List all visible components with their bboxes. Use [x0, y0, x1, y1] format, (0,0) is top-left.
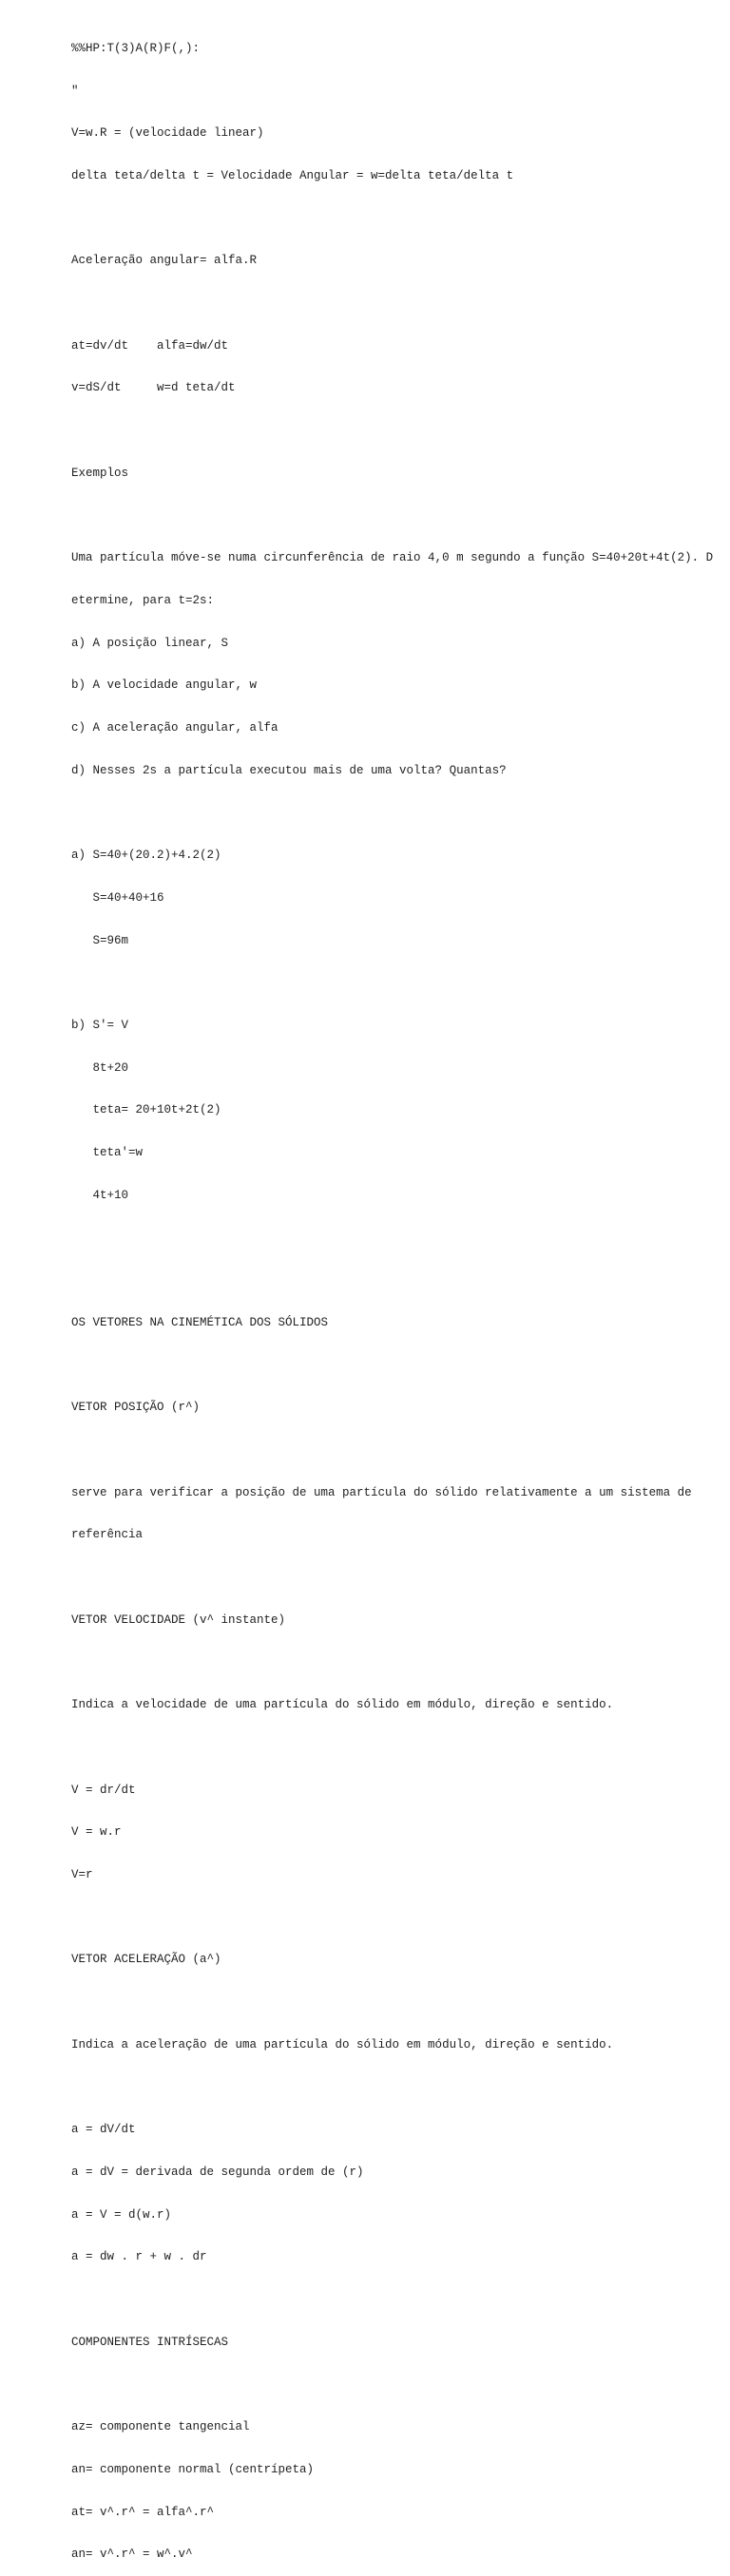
- blank-line: [71, 1656, 718, 1670]
- doc-line: V = w.r: [71, 1825, 122, 1840]
- doc-line: v=dS/dt w=d teta/dt: [71, 381, 236, 395]
- doc-line: Indica a aceleração de uma partícula do sólido em módulo, direção e sentido.: [71, 2037, 614, 2051]
- blank-line: [71, 1273, 718, 1288]
- doc-line: at=dv/dt alfa=dw/dt: [71, 338, 229, 353]
- blank-line: [71, 806, 718, 820]
- blank-line: [71, 2377, 718, 2392]
- section-heading: VETOR VELOCIDADE (v^ instante): [71, 1612, 286, 1627]
- doc-line: S=96m: [71, 933, 129, 947]
- doc-line: a = dw . r + w . dr: [71, 2250, 207, 2264]
- blank-line: [71, 509, 718, 524]
- doc-line: a) S=40+(20.2)+4.2(2): [71, 849, 221, 863]
- doc-line: teta= 20+10t+2t(2): [71, 1103, 221, 1117]
- doc-line: teta'=w: [71, 1146, 144, 1160]
- doc-line: an= v^.r^ = w^.v^: [71, 2547, 193, 2562]
- blank-line: [71, 296, 718, 311]
- blank-line: [71, 1995, 718, 2010]
- doc-line: referência: [71, 1528, 144, 1542]
- blank-line: [71, 1231, 718, 1246]
- blank-line: [71, 2081, 718, 2095]
- doc-line: a = dV/dt: [71, 2123, 136, 2137]
- doc-line: serve para verificar a posição de uma partícula do sólido relativamente a um sistema de: [71, 1485, 692, 1499]
- blank-line: [71, 1911, 718, 1925]
- doc-line: Aceleração angular= alfa.R: [71, 254, 258, 268]
- doc-line: Indica a velocidade de uma partícula do sólido em módulo, direção e sentido.: [71, 1698, 614, 1712]
- doc-line: Uma partícula móve-se numa circunferência de raio 4,0 m segundo a função S=40+20t+4t(2). D: [71, 551, 714, 565]
- doc-line: V=w.R = (velocidade linear): [71, 126, 264, 141]
- doc-line: b) A velocidade angular, w: [71, 678, 258, 693]
- doc-line: V=r: [71, 1868, 93, 1882]
- doc-line: at= v^.r^ = alfa^.r^: [71, 2505, 215, 2519]
- document-body: [71, 13, 718, 2576]
- doc-line: %%HP:T(3)A(R)F(,):: [71, 41, 201, 55]
- doc-line: S=40+40+16: [71, 890, 164, 905]
- doc-line: 8t+20: [71, 1060, 129, 1075]
- doc-line: a) A posição linear, S: [71, 636, 229, 650]
- doc-line: a = dV = derivada de segunda ordem de (r): [71, 2165, 364, 2179]
- blank-line: [71, 212, 718, 226]
- blank-line: [71, 1443, 718, 1458]
- doc-line: V = dr/dt: [71, 1783, 136, 1797]
- doc-line: b) S'= V: [71, 1018, 129, 1032]
- doc-line: ": [71, 84, 79, 98]
- doc-line: d) Nesses 2s a partícula executou mais de uma volta? Quantas?: [71, 763, 507, 777]
- blank-line: [71, 1359, 718, 1373]
- doc-line: 4t+10: [71, 1188, 129, 1202]
- section-heading: VETOR POSIÇÃO (r^): [71, 1401, 201, 1415]
- section-heading: COMPONENTES INTRÍSECAS: [71, 2335, 229, 2349]
- doc-line: an= componente normal (centrípeta): [71, 2462, 315, 2476]
- blank-line: [71, 1741, 718, 1755]
- section-heading: Exemplos: [71, 466, 129, 480]
- blank-line: [71, 424, 718, 438]
- doc-line: az= componente tangencial: [71, 2420, 250, 2434]
- doc-line: c) A aceleração angular, alfa: [71, 721, 279, 735]
- doc-line: etermine, para t=2s:: [71, 593, 215, 607]
- blank-line: [71, 2293, 718, 2307]
- blank-line: [71, 1571, 718, 1585]
- blank-line: [71, 976, 718, 990]
- doc-line: a = V = d(w.r): [71, 2207, 172, 2222]
- section-heading: VETOR ACELERAÇÃO (a^): [71, 1953, 221, 1967]
- section-heading: OS VETORES NA CINEMÉTICA DOS SÓLIDOS: [71, 1315, 329, 1329]
- doc-line: delta teta/delta t = Velocidade Angular = w=delta teta/delta t: [71, 168, 514, 182]
